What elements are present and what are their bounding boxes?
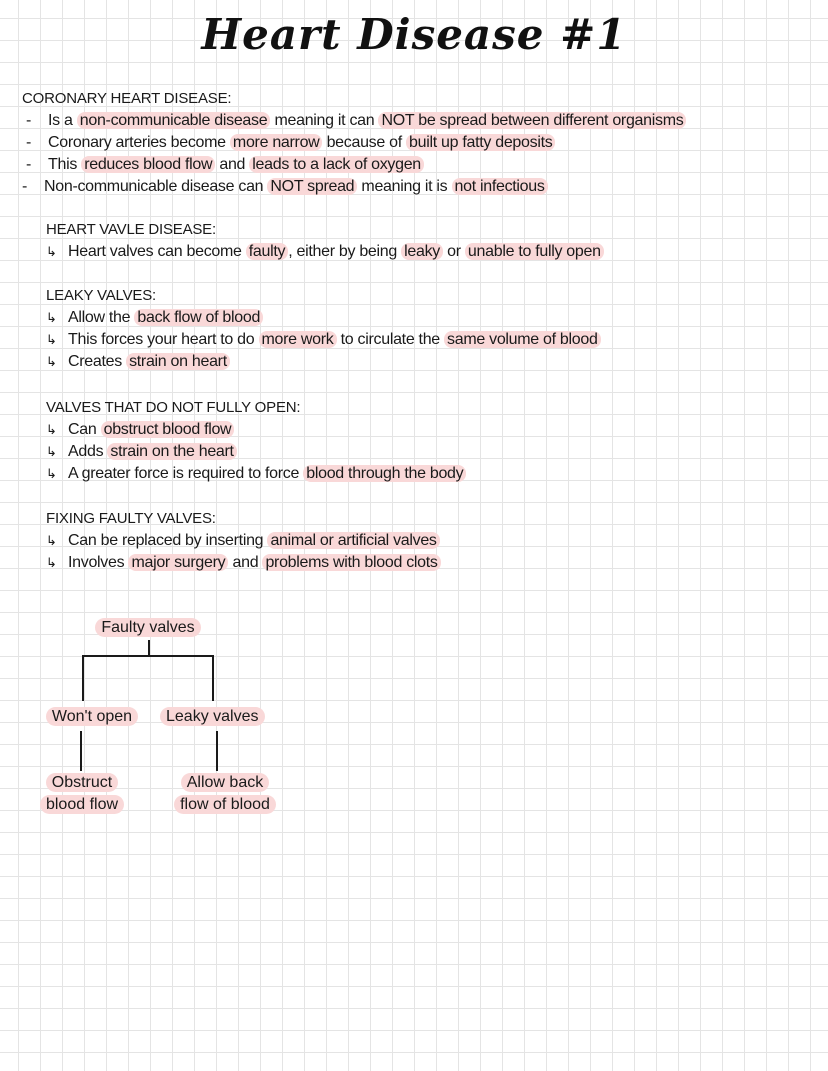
arrow-icon: ↳ <box>46 466 57 481</box>
list-item <box>46 530 440 552</box>
tree-connector <box>82 655 84 701</box>
highlighted-text: strain on heart <box>126 353 230 370</box>
section-header-coronary: CORONARY HEART DISEASE: <box>22 90 232 107</box>
dash-marker: - <box>22 178 28 195</box>
list-item <box>46 441 237 463</box>
highlighted-text: non-communicable disease <box>77 112 271 129</box>
list-item <box>46 307 263 329</box>
highlighted-text: more work <box>259 331 337 348</box>
text: to circulate the <box>336 331 445 348</box>
section-header-fixing: FIXING FAULTY VALVES: <box>46 510 216 527</box>
diagram-right-label: Leaky valves <box>160 707 265 726</box>
list-item <box>46 463 466 485</box>
highlighted-text: unable to fully open <box>465 243 604 260</box>
arrow-icon: ↳ <box>46 244 57 259</box>
text: This forces your heart to do <box>68 331 259 348</box>
highlighted-text: problems with blood clots <box>262 554 440 571</box>
tree-connector <box>148 640 150 656</box>
list-item <box>26 154 424 176</box>
text: Is a <box>48 112 77 129</box>
text: , either by being <box>288 243 402 260</box>
text: Adds <box>68 443 108 460</box>
tree-connector <box>80 731 82 771</box>
highlighted-text: faulty <box>246 243 288 260</box>
diagram-left-label: Won't open <box>46 707 138 726</box>
diagram-left <box>40 706 144 728</box>
tree-connector <box>216 731 218 771</box>
diagram-right-child <box>166 772 284 794</box>
arrow-icon: ↳ <box>46 533 57 548</box>
list-item <box>26 110 686 132</box>
arrow-icon: ↳ <box>46 354 57 369</box>
highlighted-text: back flow of blood <box>134 309 263 326</box>
diagram-right <box>160 706 264 728</box>
arrow-icon: ↳ <box>46 444 57 459</box>
section-header-not-open: VALVES THAT DO NOT FULLY OPEN: <box>46 399 301 416</box>
text: Creates <box>68 353 127 370</box>
list-item <box>46 552 441 574</box>
highlighted-text: more narrow <box>230 134 323 151</box>
text: This <box>48 156 82 173</box>
list-item <box>46 419 234 441</box>
text: Can <box>68 421 101 438</box>
dash-marker: - <box>26 112 32 129</box>
highlighted-text: major surgery <box>128 554 228 571</box>
diagram-root-label: Faulty valves <box>95 618 200 637</box>
highlighted-text: animal or artificial valves <box>267 532 439 549</box>
highlighted-text: leads to a lack of oxygen <box>249 156 424 173</box>
diagram-left-child-2 <box>32 794 132 816</box>
highlighted-text: not infectious <box>452 178 548 195</box>
text: A greater force is required to force <box>68 465 304 482</box>
arrow-icon: ↳ <box>46 422 57 437</box>
diagram-right-child-2 <box>166 794 284 816</box>
highlighted-text: NOT be spread between different organisms <box>378 112 686 129</box>
text: Coronary arteries become <box>48 134 230 151</box>
diagram-root <box>92 617 204 639</box>
list-item <box>46 351 230 373</box>
highlighted-text: reduces blood flow <box>81 156 215 173</box>
dash-marker: - <box>26 134 32 151</box>
page-title: Heart Disease #1 <box>201 10 627 59</box>
diagram-left-child <box>32 772 132 794</box>
text: Non-communicable disease can <box>44 178 268 195</box>
section-header-valve: HEART VAVLE DISEASE: <box>46 221 216 238</box>
highlighted-text: NOT spread <box>267 178 357 195</box>
tree-connector <box>82 655 214 657</box>
diagram-left-child-line2: blood flow <box>40 795 124 814</box>
text: and <box>228 554 263 571</box>
text: meaning it is <box>357 178 452 195</box>
arrow-icon: ↳ <box>46 555 57 570</box>
list-item <box>22 176 548 198</box>
diagram-right-child-line1: Allow back <box>181 773 269 792</box>
list-item <box>46 329 601 351</box>
list-item <box>46 241 604 263</box>
diagram-left-child-line1: Obstruct <box>46 773 118 792</box>
text: or <box>443 243 465 260</box>
section-header-leaky: LEAKY VALVES: <box>46 287 156 304</box>
highlighted-text: blood through the body <box>303 465 466 482</box>
highlighted-text: built up fatty deposits <box>406 134 555 151</box>
text: because of <box>322 134 407 151</box>
tree-connector <box>212 655 214 701</box>
arrow-icon: ↳ <box>46 310 57 325</box>
highlighted-text: leaky <box>401 243 443 260</box>
highlighted-text: obstruct blood flow <box>101 421 235 438</box>
diagram-right-child-line2: flow of blood <box>174 795 276 814</box>
text: and <box>215 156 250 173</box>
list-item <box>26 132 555 154</box>
text: Can be replaced by inserting <box>68 532 268 549</box>
text: Heart valves can become <box>68 243 246 260</box>
arrow-icon: ↳ <box>46 332 57 347</box>
dash-marker: - <box>26 156 32 173</box>
text: meaning it can <box>270 112 379 129</box>
text: Allow the <box>68 309 135 326</box>
highlighted-text: same volume of blood <box>444 331 601 348</box>
highlighted-text: strain on the heart <box>107 443 236 460</box>
text: Involves <box>68 554 129 571</box>
